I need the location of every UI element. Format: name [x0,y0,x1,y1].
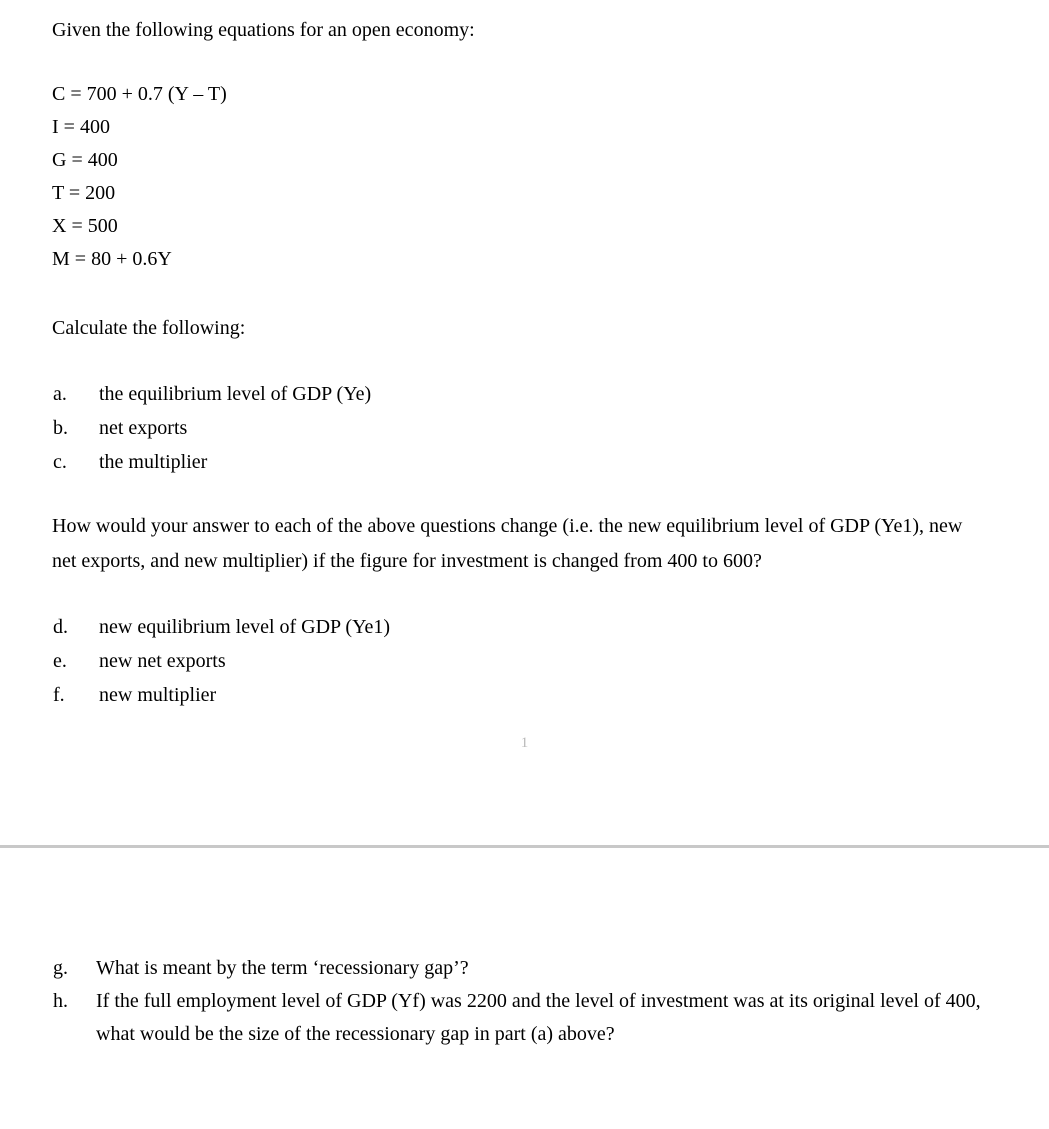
list-item-text: net exports [99,417,188,439]
list-item-text: new net exports [99,650,226,672]
scenario-paragraph: How would your answer to each of the above questions change (i.e. the new equilibrium level of GDP (Ye1), new net exports, and new multiplier) if the figure for investment is changed from 400 to 600? [52,515,963,572]
list-item [52,678,990,712]
list-item [52,411,990,445]
page-two-content [0,952,1049,1051]
list-marker: a. [53,383,67,405]
question-list-def [52,610,990,712]
list-item-text: new multiplier [99,684,217,706]
calculate-prompt: Calculate the following: [52,317,246,339]
intro-paragraph: Given the following equations for an open economy: [52,19,475,41]
equation-line: I = 400 [52,116,110,138]
list-marker: e. [53,650,67,672]
question-list-abc [52,377,990,479]
equation-line: X = 500 [52,215,118,237]
list-item [52,610,990,644]
list-item [52,985,990,1051]
page-break-divider [0,845,1049,848]
list-item [52,952,990,985]
list-marker: f. [53,684,65,706]
equation-list [52,78,990,276]
list-item [52,445,990,479]
list-item-text: new equilibrium level of GDP (Ye1) [99,616,391,638]
list-marker: c. [53,451,67,473]
list-marker: h. [53,990,68,1012]
list-item-text: What is meant by the term ‘recessionary gap’? [96,957,469,979]
question-list-gh [52,952,990,1051]
list-marker: d. [53,616,68,638]
list-item [52,377,990,411]
equation-line: G = 400 [52,149,118,171]
equation-line: M = 80 + 0.6Y [52,248,172,270]
list-item-text: the equilibrium level of GDP (Ye) [99,383,372,405]
list-item-text: If the full employment level of GDP (Yf) was 2200 and the level of investment was at its original level of 400, what would be the size of the recessionary gap in part (a) above? [96,990,981,1045]
equation-line: T = 200 [52,182,116,204]
list-marker: b. [53,417,68,439]
equation-line: C = 700 + 0.7 (Y – T) [52,83,227,105]
list-item [52,644,990,678]
list-item-text: the multiplier [99,451,208,473]
page-number-footer: 1 [520,735,529,751]
list-marker: g. [53,957,68,979]
